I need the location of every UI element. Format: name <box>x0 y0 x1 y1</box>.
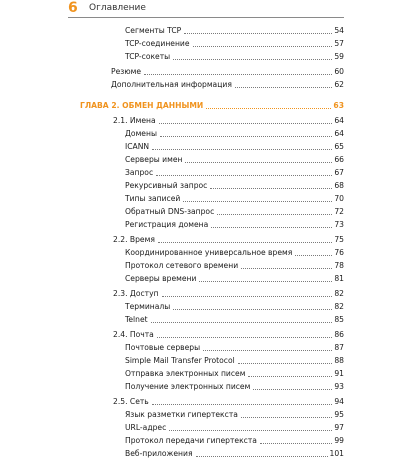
toc-entry-page: 82 <box>334 302 344 311</box>
toc-entry <box>125 205 344 218</box>
dot-leader <box>144 74 332 75</box>
toc-entry <box>125 127 344 140</box>
dot-leader <box>235 87 332 88</box>
toc-entry-title: TCP-сокеты <box>125 52 171 61</box>
toc-entry-title: Отправка электронных писем <box>125 369 246 378</box>
toc-section <box>113 395 344 408</box>
dot-leader <box>183 201 332 202</box>
dot-leader <box>253 389 332 390</box>
toc-entry <box>125 140 344 153</box>
toc-entry-page: 64 <box>334 129 344 138</box>
toc-entry-page: 91 <box>334 369 344 378</box>
dot-leader <box>295 255 332 256</box>
toc-section <box>113 328 344 341</box>
toc-entry <box>125 218 344 231</box>
toc-section <box>113 114 344 127</box>
dot-leader <box>199 281 332 282</box>
toc-entry-title: 2.3. Доступ <box>113 289 159 298</box>
dot-leader <box>162 296 333 297</box>
toc-entry <box>125 354 344 367</box>
toc-entry-title: Серверы имен <box>125 155 183 164</box>
dot-leader <box>158 242 332 243</box>
toc-entry-title: Координированное универсальное время <box>125 248 293 257</box>
toc-entry-title: 2.1. Имена <box>113 116 156 125</box>
toc-entry-title: Регистрация домена <box>125 220 209 229</box>
toc-entry-page: 95 <box>334 410 344 419</box>
toc-entry-title: Запрос <box>125 168 154 177</box>
dot-leader <box>241 417 332 418</box>
toc-entry-title: Дополнительная информация <box>111 80 232 89</box>
dot-leader <box>169 430 332 431</box>
dot-leader <box>184 33 332 34</box>
dot-leader <box>241 268 332 269</box>
toc-entry-page: 82 <box>334 289 344 298</box>
dot-leader <box>173 59 332 60</box>
toc-entry <box>125 421 344 434</box>
toc-section <box>113 233 344 246</box>
toc-entry <box>125 246 344 259</box>
dot-leader <box>152 404 333 405</box>
toc-entry-title: Терминалы <box>125 302 171 311</box>
dot-leader <box>248 376 332 377</box>
toc-entry <box>125 179 344 192</box>
toc-entry-page: 78 <box>334 261 344 270</box>
dot-leader <box>203 350 332 351</box>
running-title: Оглавление <box>89 3 146 13</box>
toc-entry-page: 72 <box>334 207 344 216</box>
page-number: 6 <box>68 0 78 16</box>
toc-entry-title: Протокол передачи гипертекста <box>125 436 257 445</box>
dot-leader <box>193 46 333 47</box>
toc-entry <box>125 300 344 313</box>
toc-section <box>113 287 344 300</box>
dot-leader <box>185 162 332 163</box>
dot-leader <box>173 309 332 310</box>
toc-entry-title: 2.4. Почта <box>113 330 154 339</box>
toc-entry-page: 64 <box>334 116 344 125</box>
toc-entry-title: Веб-приложения <box>125 449 193 458</box>
toc-entry-title: Рекурсивный запрос <box>125 181 208 190</box>
toc-chapter <box>80 99 344 112</box>
header-rule <box>68 17 344 18</box>
dot-leader <box>210 188 332 189</box>
toc-entry <box>125 37 344 50</box>
toc-entry <box>125 434 344 447</box>
dot-leader <box>152 149 332 150</box>
toc-entry <box>111 78 344 91</box>
dot-leader <box>211 227 332 228</box>
toc-entry-page: 66 <box>334 155 344 164</box>
toc-entry-page: 60 <box>334 67 344 76</box>
toc-entry <box>125 380 344 393</box>
toc-entry <box>125 272 344 285</box>
toc-entry-page: 81 <box>334 274 344 283</box>
toc-entry-title: TCP-соединение <box>125 39 190 48</box>
toc-entry-page: 73 <box>334 220 344 229</box>
toc-entry-page: 93 <box>334 382 344 391</box>
toc-entry <box>125 259 344 272</box>
toc-entry <box>125 153 344 166</box>
toc-entry-page: 99 <box>334 436 344 445</box>
toc-entry <box>125 447 344 460</box>
toc-entry-title: Сегменты TCP <box>125 26 182 35</box>
dot-leader <box>217 214 332 215</box>
toc-entry-title: 2.2. Время <box>113 235 155 244</box>
dot-leader <box>160 136 332 137</box>
toc-entry-page: 87 <box>334 343 344 352</box>
toc-entry-page: 70 <box>334 194 344 203</box>
toc-entry-page: 62 <box>334 80 344 89</box>
toc-entry-title: Получение электронных писем <box>125 382 251 391</box>
toc-entry <box>125 367 344 380</box>
dot-leader <box>159 123 333 124</box>
toc-entry-page: 59 <box>334 52 344 61</box>
running-header <box>0 0 420 20</box>
toc-entry-title: 2.5. Сеть <box>113 397 149 406</box>
toc-entry-page: 76 <box>334 248 344 257</box>
toc-entry <box>125 408 344 421</box>
dot-leader <box>206 108 331 109</box>
dot-leader <box>260 443 332 444</box>
toc-entry-title: Telnet <box>125 315 148 324</box>
toc-entry-page: 101 <box>329 449 344 458</box>
toc-entry <box>125 50 344 63</box>
toc-entry-page: 54 <box>334 26 344 35</box>
toc-entry-page: 97 <box>334 423 344 432</box>
toc-entry-title: Язык разметки гипертекста <box>125 410 238 419</box>
toc-entry-page: 68 <box>334 181 344 190</box>
toc-entry-title: ICANN <box>125 142 150 151</box>
toc-entry-title: Протокол сетевого времени <box>125 261 239 270</box>
toc-entry-page: 88 <box>334 356 344 365</box>
toc-entry <box>125 341 344 354</box>
toc-entry-page: 67 <box>334 168 344 177</box>
dot-leader <box>151 322 333 323</box>
toc-entry-page: 63 <box>333 101 344 110</box>
dot-leader <box>156 175 332 176</box>
toc-entry-title: Почтовые серверы <box>125 343 201 352</box>
dot-leader <box>157 337 333 338</box>
dot-leader <box>196 456 328 457</box>
toc-entry-title: ГЛАВА 2. ОБМЕН ДАННЫМИ <box>80 101 204 110</box>
toc-entry <box>125 313 344 326</box>
toc-entry-title: Резюме <box>111 67 142 76</box>
toc-entry-page: 75 <box>334 235 344 244</box>
toc-entry-page: 57 <box>334 39 344 48</box>
toc-entry-page: 85 <box>334 315 344 324</box>
toc-entry-page: 94 <box>334 397 344 406</box>
dot-leader <box>238 363 333 364</box>
toc-entry-title: Домены <box>125 129 157 138</box>
toc-entry-page: 65 <box>334 142 344 151</box>
toc-entry-title: URL-адрес <box>125 423 167 432</box>
toc-entry <box>125 166 344 179</box>
toc-entry-title: Simple Mail Transfer Protocol <box>125 356 235 365</box>
toc-entry <box>125 24 344 37</box>
toc-entry-title: Серверы времени <box>125 274 197 283</box>
toc-entry-title: Обратный DNS-запрос <box>125 207 215 216</box>
toc-entry-title: Типы записей <box>125 194 181 203</box>
toc-entry-page: 86 <box>334 330 344 339</box>
toc-entry <box>125 192 344 205</box>
toc-entry <box>111 65 344 78</box>
